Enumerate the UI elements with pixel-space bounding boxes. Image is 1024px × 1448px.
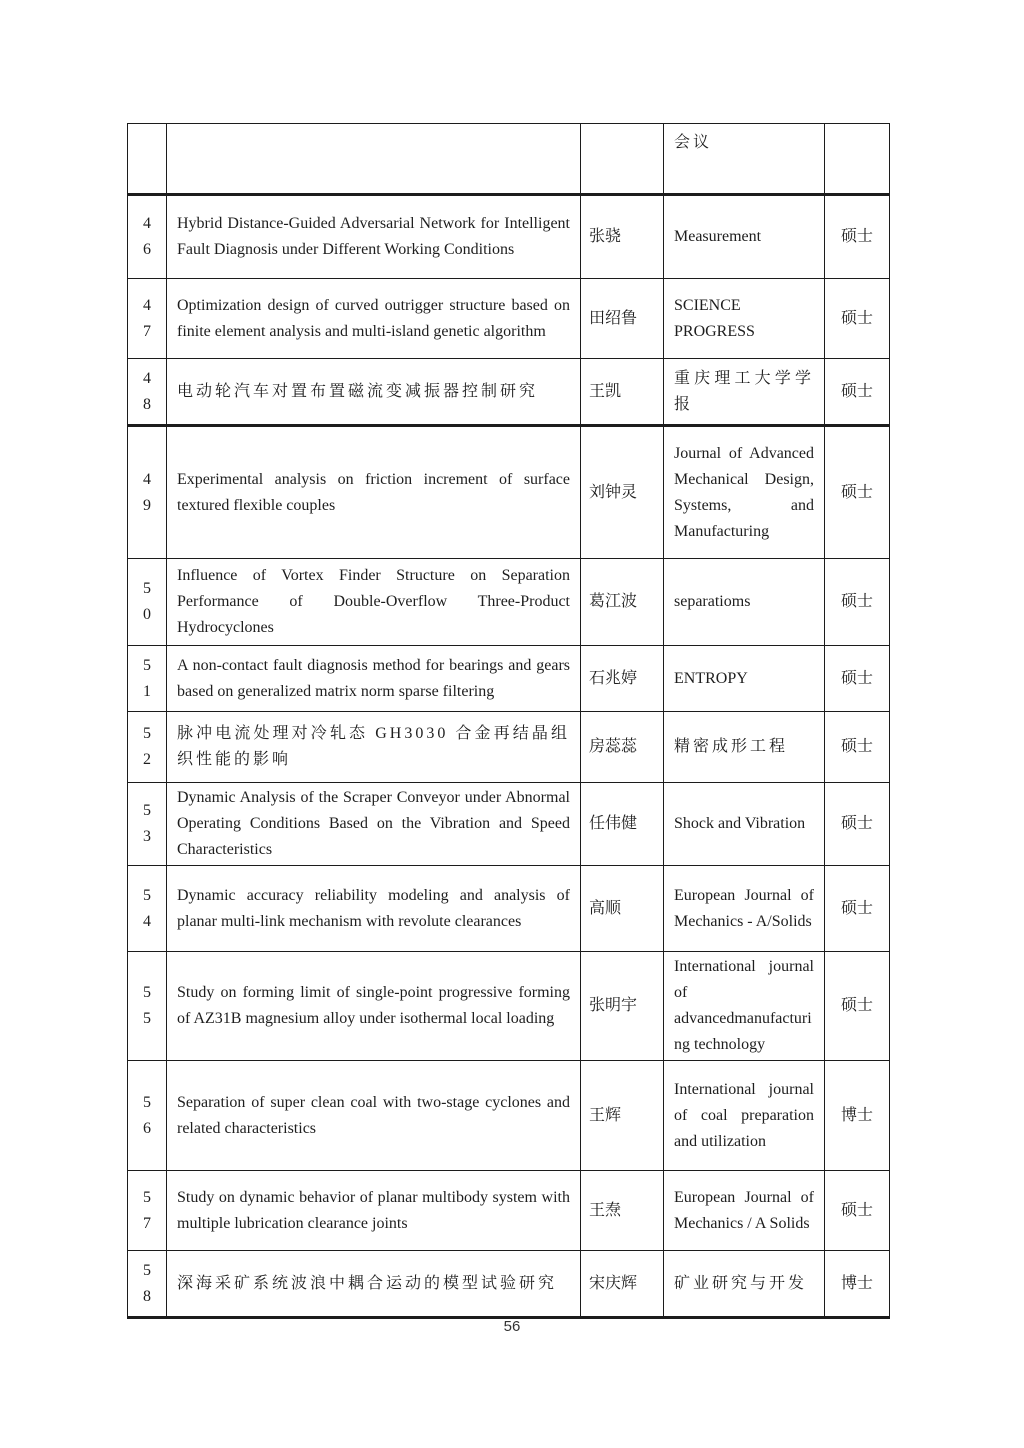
journal-name: separatioms xyxy=(674,593,751,610)
paper-title-cell xyxy=(167,426,581,559)
degree-label: 硕士 xyxy=(840,228,873,245)
journal-name: SCIENCE PROGRESS xyxy=(674,296,755,340)
paper-title-cell xyxy=(167,195,581,279)
journal-name: 矿业研究与开发 xyxy=(674,1274,808,1292)
row-number: 53 xyxy=(143,802,151,845)
author-name: 高顺 xyxy=(589,899,622,917)
degree-label: 硕士 xyxy=(840,899,873,917)
journal-cell xyxy=(664,426,825,559)
journal-name: 会议 xyxy=(674,134,713,151)
row-number-cell xyxy=(128,559,167,646)
author-cell xyxy=(581,1251,664,1318)
journal-name: 重庆理工大学学报 xyxy=(674,369,814,413)
page-number: 56 xyxy=(503,1318,521,1335)
journal-cell xyxy=(664,712,825,783)
author-name: 房蕊蕊 xyxy=(589,738,638,755)
paper-title: 电动轮汽车对置布置磁流变减振器控制研究 xyxy=(177,382,539,400)
author-cell xyxy=(581,426,664,559)
row-number: 52 xyxy=(143,725,151,768)
journal-name: Shock and Vibration xyxy=(674,815,806,832)
author-cell xyxy=(581,124,664,195)
table-row xyxy=(128,866,890,952)
journal-cell xyxy=(664,952,825,1061)
row-number: 49 xyxy=(143,470,151,514)
journal-cell xyxy=(664,1171,825,1251)
author-name: 石兆婷 xyxy=(589,669,638,687)
author-name: 王凯 xyxy=(589,382,622,400)
paper-title-cell xyxy=(167,124,581,195)
row-number: 51 xyxy=(143,656,151,700)
author-name: 张明宇 xyxy=(589,997,638,1014)
author-name: 田绍鲁 xyxy=(589,309,638,327)
degree-cell xyxy=(825,1061,890,1171)
table-row xyxy=(128,1251,890,1318)
paper-title: Dynamic accuracy reliability modeling and analysis of planar multi-link mechanism with revolute clearances xyxy=(177,886,570,930)
author-name: 王焘 xyxy=(589,1201,622,1219)
journal-cell xyxy=(664,646,825,712)
degree-cell xyxy=(825,712,890,783)
row-number-cell xyxy=(128,783,167,866)
row-number-cell xyxy=(128,359,167,426)
paper-title: 深海采矿系统波浪中耦合运动的模型试验研究 xyxy=(177,1274,558,1292)
author-name: 刘钟灵 xyxy=(589,483,638,501)
row-number-cell xyxy=(128,124,167,195)
paper-title-cell xyxy=(167,1171,581,1251)
table-row xyxy=(128,783,890,866)
degree-label: 博士 xyxy=(840,1274,873,1292)
author-cell xyxy=(581,1171,664,1251)
row-number: 47 xyxy=(143,296,151,340)
journal-cell xyxy=(664,359,825,426)
table-row xyxy=(128,559,890,646)
paper-title: Study on forming limit of single-point progressive forming of AZ31B magnesium alloy under isothermal local loading xyxy=(177,984,570,1027)
author-cell xyxy=(581,712,664,783)
table-row-carryover xyxy=(128,124,890,195)
row-number: 57 xyxy=(143,1188,151,1232)
table-row xyxy=(128,279,890,359)
degree-cell xyxy=(825,783,890,866)
paper-title: 脉冲电流处理对冷轧态 GH3030 合金再结晶组织性能的影响 xyxy=(177,725,570,768)
degree-label: 硕士 xyxy=(840,593,873,610)
paper-title: Hybrid Distance-Guided Adversarial Network for Intelligent Fault Diagnosis under Different Working Conditions xyxy=(177,215,570,258)
degree-label: 硕士 xyxy=(840,738,873,755)
journal-name: Journal of Advanced Mechanical Design, Systems, and Manufacturing xyxy=(674,444,814,540)
journal-cell xyxy=(664,783,825,866)
paper-title-cell xyxy=(167,1251,581,1318)
author-name: 王辉 xyxy=(589,1106,622,1124)
table-row xyxy=(128,1061,890,1171)
journal-cell xyxy=(664,559,825,646)
row-number: 58 xyxy=(143,1261,151,1305)
paper-title-cell xyxy=(167,359,581,426)
paper-title: Dynamic Analysis of the Scraper Conveyor under Abnormal Operating Conditions Based on the Vibration and Speed Characteristics xyxy=(177,789,570,858)
degree-label: 硕士 xyxy=(840,1201,873,1219)
row-number: 54 xyxy=(143,886,151,930)
degree-label: 硕士 xyxy=(840,382,873,400)
row-number-cell xyxy=(128,712,167,783)
degree-cell xyxy=(825,646,890,712)
row-number: 46 xyxy=(143,215,151,258)
row-number: 50 xyxy=(143,580,151,623)
publications-table xyxy=(127,123,890,1319)
row-number-cell xyxy=(128,1251,167,1318)
paper-title-cell xyxy=(167,866,581,952)
journal-cell xyxy=(664,1061,825,1171)
table-row xyxy=(128,646,890,712)
table-row xyxy=(128,712,890,783)
journal-name: Measurement xyxy=(674,228,762,245)
journal-name: International journal of coal preparation and utilization xyxy=(674,1080,814,1150)
degree-cell xyxy=(825,124,890,195)
row-number-cell xyxy=(128,1171,167,1251)
author-cell xyxy=(581,866,664,952)
table-row xyxy=(128,426,890,559)
table-row xyxy=(128,952,890,1061)
journal-name: European Journal of Mechanics - A/Solids xyxy=(674,886,814,930)
degree-label: 硕士 xyxy=(840,483,873,501)
paper-title-cell xyxy=(167,559,581,646)
degree-cell xyxy=(825,1251,890,1318)
degree-cell xyxy=(825,559,890,646)
paper-title-cell xyxy=(167,646,581,712)
degree-label: 硕士 xyxy=(840,309,873,327)
row-number-cell xyxy=(128,426,167,559)
table-row xyxy=(128,359,890,426)
journal-name: International journal of advancedmanufacturing technology xyxy=(674,958,814,1053)
journal-cell xyxy=(664,279,825,359)
degree-label: 博士 xyxy=(840,1106,873,1124)
row-number: 48 xyxy=(143,369,151,413)
degree-cell xyxy=(825,279,890,359)
degree-cell xyxy=(825,1171,890,1251)
author-cell xyxy=(581,952,664,1061)
author-cell xyxy=(581,559,664,646)
paper-title: Separation of super clean coal with two-stage cyclones and related characteristics xyxy=(177,1093,570,1137)
degree-cell xyxy=(825,866,890,952)
author-cell xyxy=(581,195,664,279)
paper-title-cell xyxy=(167,1061,581,1171)
paper-title-cell xyxy=(167,783,581,866)
paper-title-cell xyxy=(167,712,581,783)
row-number: 56 xyxy=(143,1093,151,1137)
paper-title-cell xyxy=(167,952,581,1061)
degree-cell xyxy=(825,195,890,279)
row-number: 55 xyxy=(143,984,151,1027)
table-row xyxy=(128,1171,890,1251)
degree-label: 硕士 xyxy=(840,815,873,832)
paper-title: Study on dynamic behavior of planar multibody system with multiple lubrication clearance joints xyxy=(177,1188,570,1232)
row-number-cell xyxy=(128,952,167,1061)
author-cell xyxy=(581,279,664,359)
journal-cell xyxy=(664,866,825,952)
author-name: 张骁 xyxy=(589,228,622,245)
author-cell xyxy=(581,1061,664,1171)
degree-label: 硕士 xyxy=(840,669,873,687)
row-number-cell xyxy=(128,1061,167,1171)
author-name: 任伟健 xyxy=(589,815,638,832)
journal-cell xyxy=(664,195,825,279)
journal-cell xyxy=(664,1251,825,1318)
journal-cell xyxy=(664,124,825,195)
degree-label: 硕士 xyxy=(840,997,873,1014)
paper-title: A non-contact fault diagnosis method for bearings and gears based on generalized matrix norm sparse filtering xyxy=(177,656,570,700)
paper-title-cell xyxy=(167,279,581,359)
row-number-cell xyxy=(128,279,167,359)
journal-name: 精密成形工程 xyxy=(674,738,789,755)
author-name: 葛江波 xyxy=(589,593,638,610)
paper-title: Influence of Vortex Finder Structure on Separation Performance of Double-Overflow Three-Product Hydrocyclones xyxy=(177,567,570,636)
author-cell xyxy=(581,646,664,712)
row-number-cell xyxy=(128,866,167,952)
author-cell xyxy=(581,783,664,866)
paper-title: Experimental analysis on friction increment of surface textured flexible couples xyxy=(177,470,570,514)
paper-title: Optimization design of curved outrigger structure based on finite element analysis and multi-island genetic algorithm xyxy=(177,296,570,340)
author-cell xyxy=(581,359,664,426)
row-number-cell xyxy=(128,195,167,279)
degree-cell xyxy=(825,426,890,559)
row-number-cell xyxy=(128,646,167,712)
journal-name: ENTROPY xyxy=(674,669,748,687)
journal-name: European Journal of Mechanics / A Solids xyxy=(674,1188,814,1232)
table-row xyxy=(128,195,890,279)
degree-cell xyxy=(825,359,890,426)
author-name: 宋庆辉 xyxy=(589,1274,638,1292)
degree-cell xyxy=(825,952,890,1061)
